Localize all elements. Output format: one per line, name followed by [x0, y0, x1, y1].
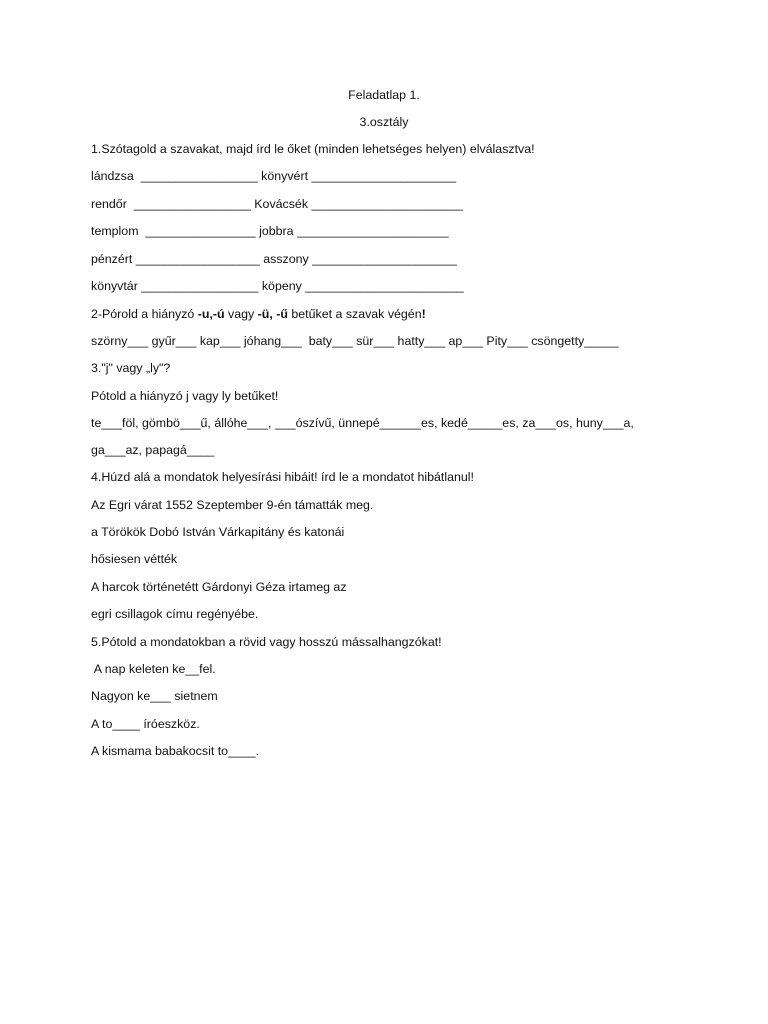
task5-heading: 5.Pótold a mondatokban a rövid vagy hosszú mássalhangzókat! — [91, 635, 442, 649]
task2-heading-bold: -u,-ú — [197, 307, 225, 321]
task4-sentence: hősiesen vétték — [91, 552, 178, 566]
task4-sentence: Az Egri várat 1552 Szeptember 9-én támatták meg. — [91, 498, 374, 512]
task2-heading-part: vagy — [224, 307, 258, 321]
task3-heading: 3."j" vagy „ly"? — [91, 361, 171, 375]
task2-heading — [91, 306, 426, 322]
task2-heading-part: 2-Pórold a hiányzó — [91, 307, 198, 321]
task1-row: lándzsa _________________ könyvért _____________________ — [91, 169, 457, 183]
task3-line: ga___az, papagá____ — [91, 443, 215, 457]
task4-sentence: a Törökök Dobó István Várkapitány és katonái — [91, 525, 345, 539]
task1-row: pénzért __________________ asszony _____________________ — [91, 252, 457, 266]
task1-row: templom ________________ jobbra ______________________ — [91, 224, 449, 238]
task1-row: rendőr _________________ Kovácsék ______________________ — [91, 197, 464, 211]
task2-heading-bold: -ü, -ű — [257, 307, 288, 321]
task5-sentence: Nagyon ke___ sietnem — [91, 689, 218, 703]
task5-sentence: A kismama babakocsit to____. — [91, 744, 260, 758]
task2-heading-bold: ! — [421, 307, 426, 321]
grade-label: 3.osztály — [359, 115, 409, 129]
worksheet-title: Feladatlap 1. — [348, 88, 420, 102]
task5-sentence: A to____ íróeszköz. — [91, 717, 200, 731]
task4-sentence: egri csillagok címu regényébe. — [91, 607, 259, 621]
task1-row: könyvtár _________________ köpeny _______________________ — [91, 279, 464, 293]
task5-sentence: A nap keleten ke__fel. — [91, 662, 216, 676]
task3-instruction: Pótold a hiányzó j vagy ly betűket! — [91, 389, 279, 403]
task4-heading: 4.Húzd alá a mondatok helyesírási hibáit! írd le a mondatot hibátlanul! — [91, 470, 474, 484]
task4-sentence: A harcok történetétt Gárdonyi Géza irtameg az — [91, 580, 347, 594]
task2-heading-part: betűket a szavak végén — [287, 307, 422, 321]
task2-words: szörny___ gyűr___ kap___ jóhang___ baty___ sür___ hatty___ ap___ Pity___ csöngetty_____ — [91, 334, 619, 348]
task1-heading: 1.Szótagold a szavakat, majd írd le őket (minden lehetséges helyen) elválasztva! — [91, 142, 535, 156]
task3-line: te___föl, gömbö___ű, állóhe___, ___ószívű, ünnepé______es, kedé_____es, za___os, huny___a, — [91, 416, 634, 430]
